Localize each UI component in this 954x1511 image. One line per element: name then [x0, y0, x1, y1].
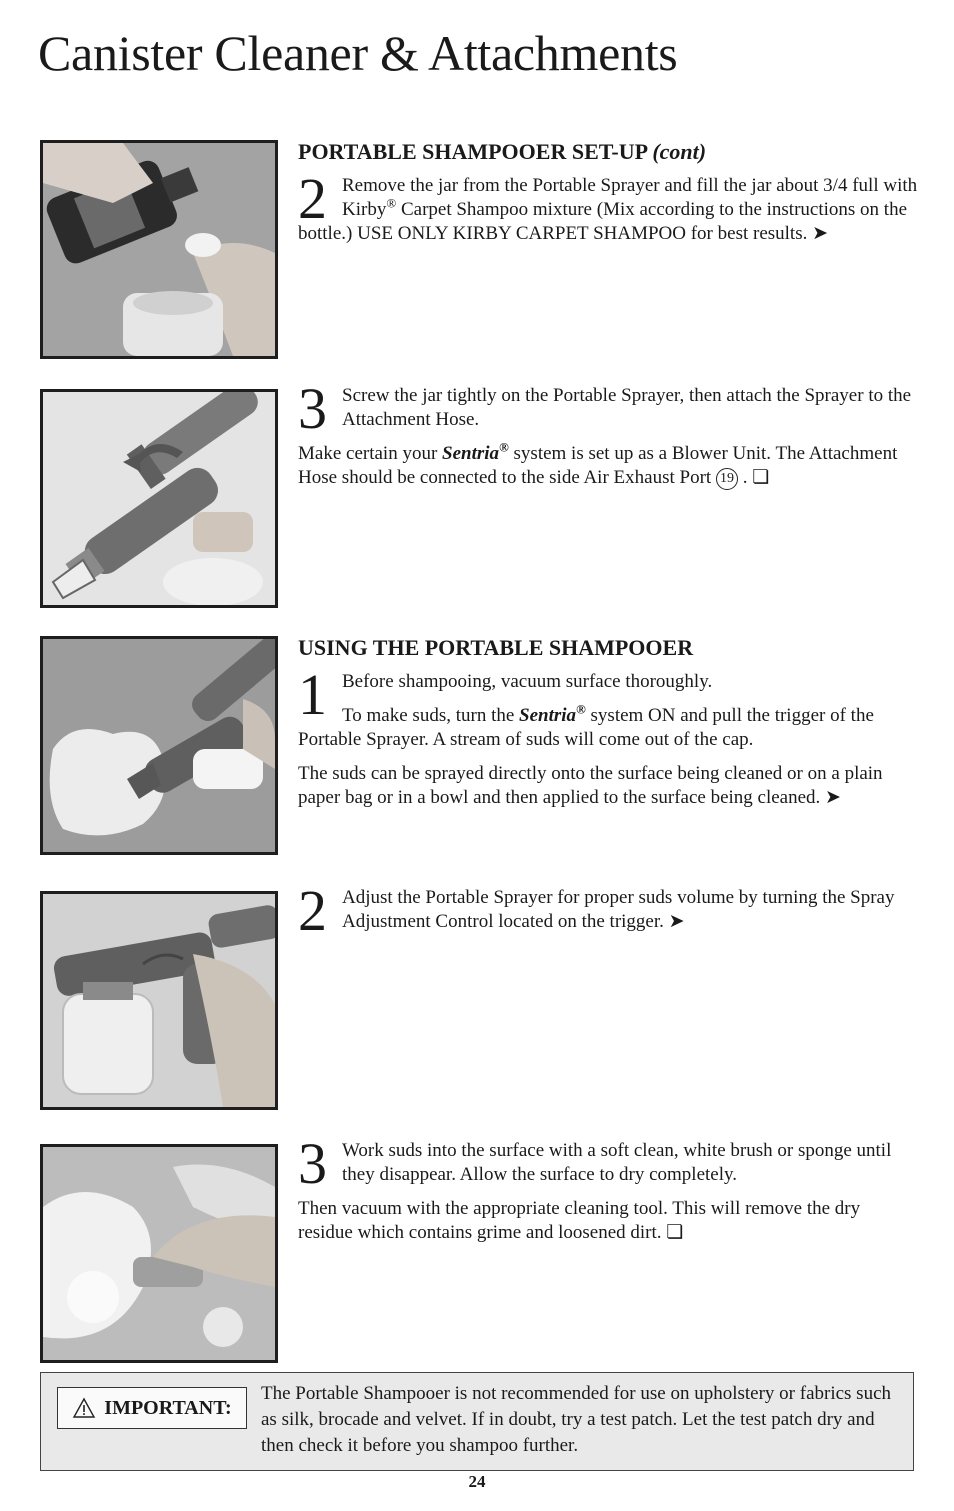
- using-step-2: [298, 878, 918, 944]
- arrow-right-icon: ➤: [825, 787, 841, 808]
- registered-mark: ®: [576, 701, 586, 717]
- setup-step-2: [298, 166, 918, 246]
- setup-step-3-text: Screw the jar tightly on the Portable Sprayer, then attach the Sprayer to the Attachment Hose.: [342, 385, 912, 430]
- step-number: 2: [298, 878, 327, 943]
- photo-spray-adjustment: [40, 891, 278, 1110]
- step-number: 1: [298, 662, 327, 727]
- checkbox-icon: ❏: [666, 1222, 684, 1243]
- setup-section: [298, 138, 918, 256]
- using-step-3-note: [298, 1197, 918, 1245]
- photo-sponge-carpet: [40, 1144, 278, 1363]
- setup-heading: [298, 138, 918, 166]
- using-step-2-text: [298, 878, 918, 943]
- registered-mark: ®: [499, 439, 509, 455]
- setup-step-2-text: [298, 166, 918, 246]
- step-number: 2: [298, 166, 327, 231]
- setup-step-3-note: [298, 439, 918, 490]
- page-number: 24: [468, 1472, 486, 1491]
- using-step-3-body: [298, 1131, 918, 1245]
- using-step-3-text: Work suds into the surface with a soft clean, white brush or sponge until they disappear. Allow the surface to dry completely.: [342, 1140, 892, 1185]
- checkbox-icon: ❏: [752, 467, 770, 488]
- warning-triangle-icon: [72, 1397, 96, 1419]
- step-text: system ON and pull the trigger of the Portable Sprayer. A stream of suds will come out of the cap.: [298, 705, 874, 750]
- setup-step-3: [298, 376, 918, 500]
- note-text: Make certain your: [298, 443, 443, 464]
- using-step-1-suds: [298, 701, 918, 752]
- setup-heading-suffix: (cont): [652, 139, 707, 164]
- important-label-text: IMPORTANT:: [104, 1396, 232, 1419]
- using-section: [298, 634, 918, 820]
- note-text: The suds can be sprayed directly onto the surface being cleaned or on a plain paper bag or in a bowl and then applied to the surface being cleaned.: [298, 763, 883, 808]
- step-number: 3: [298, 1131, 327, 1196]
- using-heading: USING THE PORTABLE SHAMPOOER: [298, 635, 694, 660]
- photo-spraying-suds: [40, 636, 278, 855]
- note-text: system is set up as a Blower Unit. The Attachment Hose should be connected to the side Air Exhaust Port: [298, 443, 898, 488]
- using-step-2-body: [298, 878, 918, 943]
- setup-heading-text: PORTABLE SHAMPOOER SET-UP: [298, 139, 647, 164]
- brand-name: Sentria: [519, 705, 577, 726]
- step-text: Carpet Shampoo mixture (Mix according to the instructions on the bottle.) USE ONLY KIRBY CARPET SHAMPOO for best results.: [298, 199, 908, 244]
- step-text: Adjust the Portable Sprayer for proper suds volume by turning the Spray Adjustment Control located on the trigger.: [342, 887, 895, 932]
- important-label: [57, 1387, 247, 1429]
- using-step-1-text: Before shampooing, vacuum surface thoroughly.: [342, 671, 713, 692]
- setup-step-3-body: [298, 376, 918, 490]
- step-text: To make suds, turn the: [342, 705, 520, 726]
- photo-sprayer-hose: [40, 389, 278, 608]
- brand-name: Sentria: [442, 443, 500, 464]
- note-text: .: [742, 467, 748, 488]
- step-number: 3: [298, 376, 327, 441]
- using-step-1-spray-note: [298, 762, 918, 810]
- important-text: The Portable Shampooer is not recommended for use on upholstery or fabrics such as silk, brocade and velvet. If in doubt, try a test patch. Let the test patch dry and then check it before you shampoo further.: [261, 1383, 892, 1456]
- port-number-badge: 19: [716, 468, 738, 490]
- note-text: Then vacuum with the appropriate cleaning tool. This will remove the dry residue which contains grime and loosened dirt.: [298, 1198, 861, 1243]
- arrow-right-icon: ➤: [812, 223, 829, 244]
- photo-pouring-shampoo: [40, 140, 278, 359]
- arrow-right-icon: ➤: [668, 911, 685, 932]
- using-step-3: [298, 1131, 918, 1255]
- using-step-1: [298, 662, 918, 810]
- registered-mark: ®: [386, 195, 397, 211]
- important-notice: [40, 1372, 914, 1471]
- step-text: Remove the jar from the Portable Sprayer and fill the jar about 3/4 full with Kirby: [342, 175, 918, 220]
- page-title: Canister Cleaner & Attachments: [38, 25, 678, 81]
